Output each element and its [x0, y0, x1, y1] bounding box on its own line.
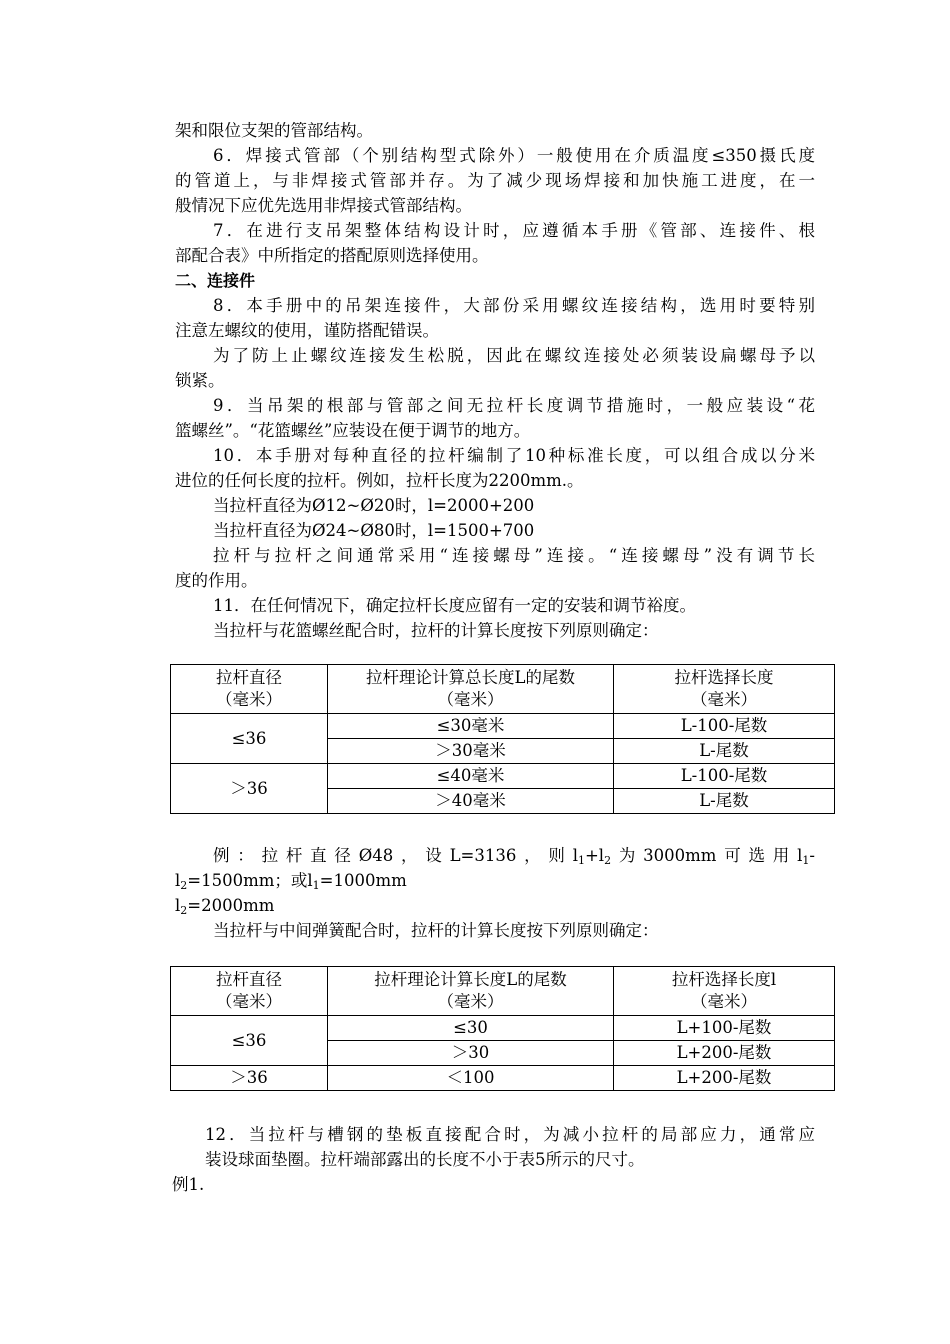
- paragraph-6-line: 的管道上，与非焊接式管部并存。为了减少现场焊接和加快施工进度，在一: [175, 171, 815, 190]
- paragraph-7-line: 7．在进行支吊架整体结构设计时，应遵循本手册《管部、连接件、根: [213, 221, 815, 240]
- example-line: 例 ： 拉 杆 直 径 Ø48 ， 设 L=3136 ， 则 $l_1+l_2$ 为 3000mm 可 选 用 $l_1-$: [213, 846, 815, 867]
- example-label: 例1.: [172, 1175, 205, 1194]
- table-cell: L+100-尾数: [614, 1016, 835, 1041]
- table-cell: ≤30毫米: [328, 714, 614, 739]
- paragraph-10-line: 拉杆与拉杆之间通常采用“连接螺母”连接。“连接螺母”没有调节长: [213, 546, 815, 565]
- table-cell: L+200-尾数: [614, 1066, 835, 1091]
- table-cell: ≤36: [171, 1016, 328, 1066]
- table-cell: ＞30毫米: [328, 739, 614, 764]
- table-header-cell: 拉杆选择长度l （毫米）: [614, 967, 835, 1016]
- table-cell: ＞30: [328, 1041, 614, 1066]
- table-cell: ＜100: [328, 1066, 614, 1091]
- table-cell: L-尾数: [614, 739, 835, 764]
- paragraph-8-line: 注意左螺纹的使用，谨防搭配错误。: [175, 321, 439, 340]
- paragraph-8-line: 锁紧。: [175, 371, 225, 390]
- table-cell: ≤30: [328, 1016, 614, 1041]
- table-header-cell: 拉杆直径 （毫米）: [171, 665, 328, 714]
- paragraph-8-line: 为了防上止螺纹连接发生松脱，因此在螺纹连接处必须装设扁螺母予以: [213, 346, 815, 365]
- table-cell: ＞36: [171, 764, 328, 814]
- paragraph-9-line: 9．当吊架的根部与管部之间无拉杆长度调节措施时，一般应装设“花: [213, 396, 815, 415]
- paragraph-12-line: 12．当拉杆与槽钢的垫板直接配合时，为减小拉杆的局部应力，通常应: [205, 1125, 815, 1144]
- table-cell: L-100-尾数: [614, 714, 835, 739]
- paragraph-6-line: 6．焊接式管部（个别结构型式除外）一般使用在介质温度≤350摄氏度: [213, 146, 815, 165]
- example-line: $l_2=1500mm$；或$l_1=1000mm$: [175, 871, 407, 892]
- table-cell: ≤36: [171, 714, 328, 764]
- table-cell: L-100-尾数: [614, 764, 835, 789]
- paragraph-10-line: 进位的任何长度的拉杆。例如，拉杆长度为2200mm.。: [175, 471, 584, 490]
- table-header-cell: 拉杆理论计算总长度L的尾数 （毫米）: [328, 665, 614, 714]
- turnbuckle-length-table: [170, 664, 835, 814]
- example-line: $l_2=2000mm$: [175, 896, 275, 917]
- table-cell: L-尾数: [614, 789, 835, 814]
- paragraph-6-line: 般情况下应优先选用非焊接式管部结构。: [175, 196, 472, 215]
- paragraph-8-line: 8．本手册中的吊架连接件，大部份采用螺纹连接结构，选用时要特别: [213, 296, 815, 315]
- spring-length-table: [170, 966, 835, 1091]
- paragraph-11-line: 当拉杆与中间弹簧配合时，拉杆的计算长度按下列原则确定：: [213, 921, 659, 940]
- table-cell: ＞36: [171, 1066, 328, 1091]
- paragraph-11-line: 当拉杆与花篮螺丝配合时，拉杆的计算长度按下列原则确定：: [213, 621, 659, 640]
- section-heading: 二、连接件: [175, 271, 256, 290]
- paragraph-line: 架和限位支架的管部结构。: [175, 121, 373, 140]
- paragraph-11-line: 11．在任何情况下，确定拉杆长度应留有一定的安装和调节裕度。: [213, 596, 696, 615]
- table-cell: ≤40毫米: [328, 764, 614, 789]
- paragraph-10-line: 10．本手册对每种直径的拉杆编制了10种标准长度，可以组合成以分米: [213, 446, 815, 465]
- table-cell: ＞40毫米: [328, 789, 614, 814]
- table-cell: L+200-尾数: [614, 1041, 835, 1066]
- table-header-cell: 拉杆直径 （毫米）: [171, 967, 328, 1016]
- table-header-cell: 拉杆选择长度 （毫米）: [614, 665, 835, 714]
- paragraph-9-line: 篮螺丝”。“花篮螺丝”应装设在便于调节的地方。: [175, 421, 531, 440]
- paragraph-10-line: 当拉杆直径为Ø12~Ø20时，l=2000+200: [213, 496, 535, 515]
- paragraph-12-line: 装设球面垫圈。拉杆端部露出的长度不小于表5所示的尺寸。: [205, 1150, 645, 1169]
- paragraph-10-line: 度的作用。: [175, 571, 258, 590]
- table-header-cell: 拉杆理论计算长度L的尾数 （毫米）: [328, 967, 614, 1016]
- paragraph-7-line: 部配合表》中所指定的搭配原则选择使用。: [175, 246, 489, 265]
- paragraph-10-line: 当拉杆直径为Ø24~Ø80时，l=1500+700: [213, 521, 535, 540]
